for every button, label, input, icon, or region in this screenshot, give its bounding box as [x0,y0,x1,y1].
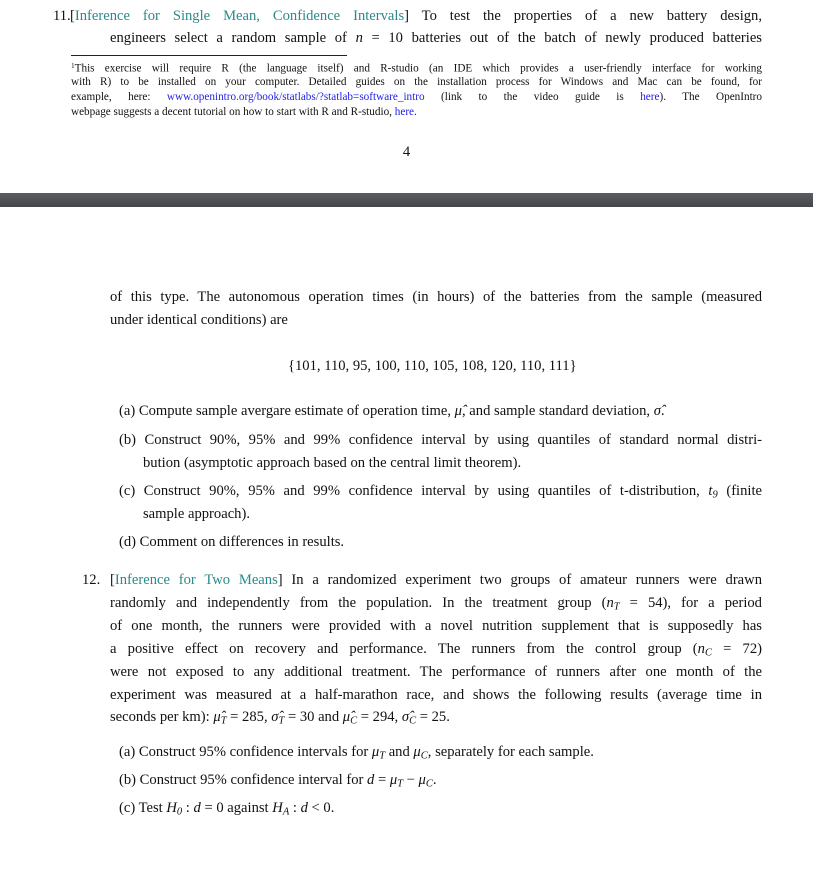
math: C [704,647,712,659]
footnote-line-2 [71,75,762,89]
footnote-line-3 [71,90,762,104]
text: (c) Test [119,800,167,816]
footnote-line-1 [71,59,762,76]
math: T [379,750,386,762]
text: = [374,772,390,788]
math: μ̂ [454,403,462,419]
text: (a) Compute sample avergare estimate of operation time, [119,403,455,419]
text: − [403,772,419,788]
q12-line-1 [110,571,762,589]
footnote-rule [71,55,347,56]
math: σ̂ [653,403,661,419]
math: 0 [176,806,183,818]
q12-a [119,743,594,766]
text: bution (asymptotic approach based on the central limit theorem). [143,455,522,471]
text: < 0. [307,800,335,816]
text: = 30 and [284,709,343,725]
q12-b [119,771,437,794]
math: μ [413,744,421,760]
section-link[interactable]: Inference for Single Mean, Confidence Intervals [74,8,405,24]
page-separator [0,193,813,207]
text: ] To test the properties of a new battery design, [404,8,762,24]
q12-line-4 [110,640,762,663]
math: T [613,601,620,613]
math: A [282,806,290,818]
math: C [420,750,428,762]
q12-line-6 [110,686,762,704]
q11-line-3 [110,288,762,306]
text: (d) Comment on differences in results. [119,534,345,550]
hyperlink[interactable]: www.openintro.org/book/statlabs/?statlab=software_intro [166,91,425,103]
text: = 285, [226,709,272,725]
q11-c-2 [143,505,250,523]
q12-c [119,799,334,822]
text: example, here: [71,91,167,103]
q11-data-set [288,357,577,375]
text: . [414,106,417,118]
page-number: 4 [402,144,411,160]
text: : [182,800,194,816]
text: . [660,403,665,419]
text: , separately for each sample. [427,744,594,760]
q11-line-1 [70,7,762,25]
q11-a [119,402,665,420]
text: seconds per km): [110,709,214,725]
text: under identical conditions) are [110,312,288,328]
text: This exercise will require R (the language itself) and R-studio (an IDE which provides a user-friendly interface for working [74,62,762,75]
math: C [425,778,433,790]
math: d [193,800,201,816]
text: , and sample standard deviation, [462,403,654,419]
text: (b) Construct 95% confidence interval for [119,772,368,788]
text: (finite [717,483,762,499]
text: [ [70,8,75,24]
text: (b) Construct 90%, 95% and 99% confidence interval by using quantiles of standard normal distri- [119,432,762,448]
hyperlink[interactable]: here [394,106,415,118]
text: (a) Construct 95% confidence intervals for [119,744,372,760]
math: n [697,641,705,657]
math: μ [389,772,398,788]
math: C [409,715,417,727]
hyperlink[interactable]: here [640,91,660,103]
section-link[interactable]: Inference for Two Means [114,572,278,588]
math: C [350,715,358,727]
text: . [432,772,437,788]
footnote-line-4 [71,105,417,119]
text: = 25. [416,709,450,725]
math: H [166,800,177,816]
text: experiment was measured at a half-marathon race, and shows the following results (average time in [110,687,762,703]
q11-c-1 [119,482,762,505]
text: (link to the video guide is [424,91,641,103]
math: T [397,778,404,790]
text: : [289,800,301,816]
text: ). The OpenIntro [659,91,763,103]
q11-b-1 [119,431,762,449]
math: 9 [712,489,718,501]
text: of this type. The autonomous operation times (in hours) of the batteries from the sample (measured [110,289,762,305]
text: = 0 against [200,800,273,816]
math: μ [371,744,380,760]
text: of one month, the runners were provided with a novel nutrition supplement that is supposedly has [110,618,762,634]
pdf-page-4 [0,0,813,193]
text: = 54), for a period [619,595,762,611]
q12-line-2 [110,594,762,617]
text: = 294, [357,709,402,725]
math: T [278,715,285,727]
text: sample approach). [143,506,250,522]
math: H [272,800,283,816]
q11-b-2 [143,454,521,472]
text: webpage suggests a decent tutorial on how to start with R and R-studio, [71,106,395,118]
text: ] In a randomized experiment two groups of amateur runners were drawn [277,572,762,588]
q11-line-4 [110,311,288,329]
text: engineers select a random sample of [110,30,356,46]
math: μ [418,772,426,788]
text: and [385,744,414,760]
text: [ [110,572,115,588]
question-number: 12. [82,572,101,588]
q11-line-2 [110,29,762,47]
text: (c) Construct 90%, 95% and 99% confidence interval by using quantiles of t-distribution, [119,483,709,499]
math: σ̂ [401,709,410,725]
math: μ̂ [213,709,221,725]
text: {101, 110, 95, 100, 110, 105, 108, 120, 110, 111} [288,358,577,374]
pdf-page-5 [0,207,813,891]
math: n [606,595,614,611]
question-number: 11. [53,8,71,24]
text: a positive effect on recovery and performance. The runners from the control group ( [110,641,698,657]
q11-d [119,533,344,551]
math: μ̂ [342,709,351,725]
math: d [300,800,308,816]
text: were not exposed to any additional treatment. The performance of runners after one month of the [110,664,762,680]
q12-line-5 [110,663,762,681]
text: randomly and independently from the population. In the treatment group ( [110,595,607,611]
math: n [355,30,363,46]
math: t [708,483,713,499]
text: = 72) [711,641,763,657]
q12-line-3 [110,617,762,635]
math: d [367,772,375,788]
math: 1 [71,62,75,70]
math: σ̂ [271,709,279,725]
math: T [220,715,227,727]
text: with R) to be installed on your computer. Detailed guides on the installation process for Windows and Mac can be found, for [71,76,762,88]
text: = 10 batteries out of the batch of newly produced batteries [362,30,762,46]
q12-line-7 [110,708,450,731]
